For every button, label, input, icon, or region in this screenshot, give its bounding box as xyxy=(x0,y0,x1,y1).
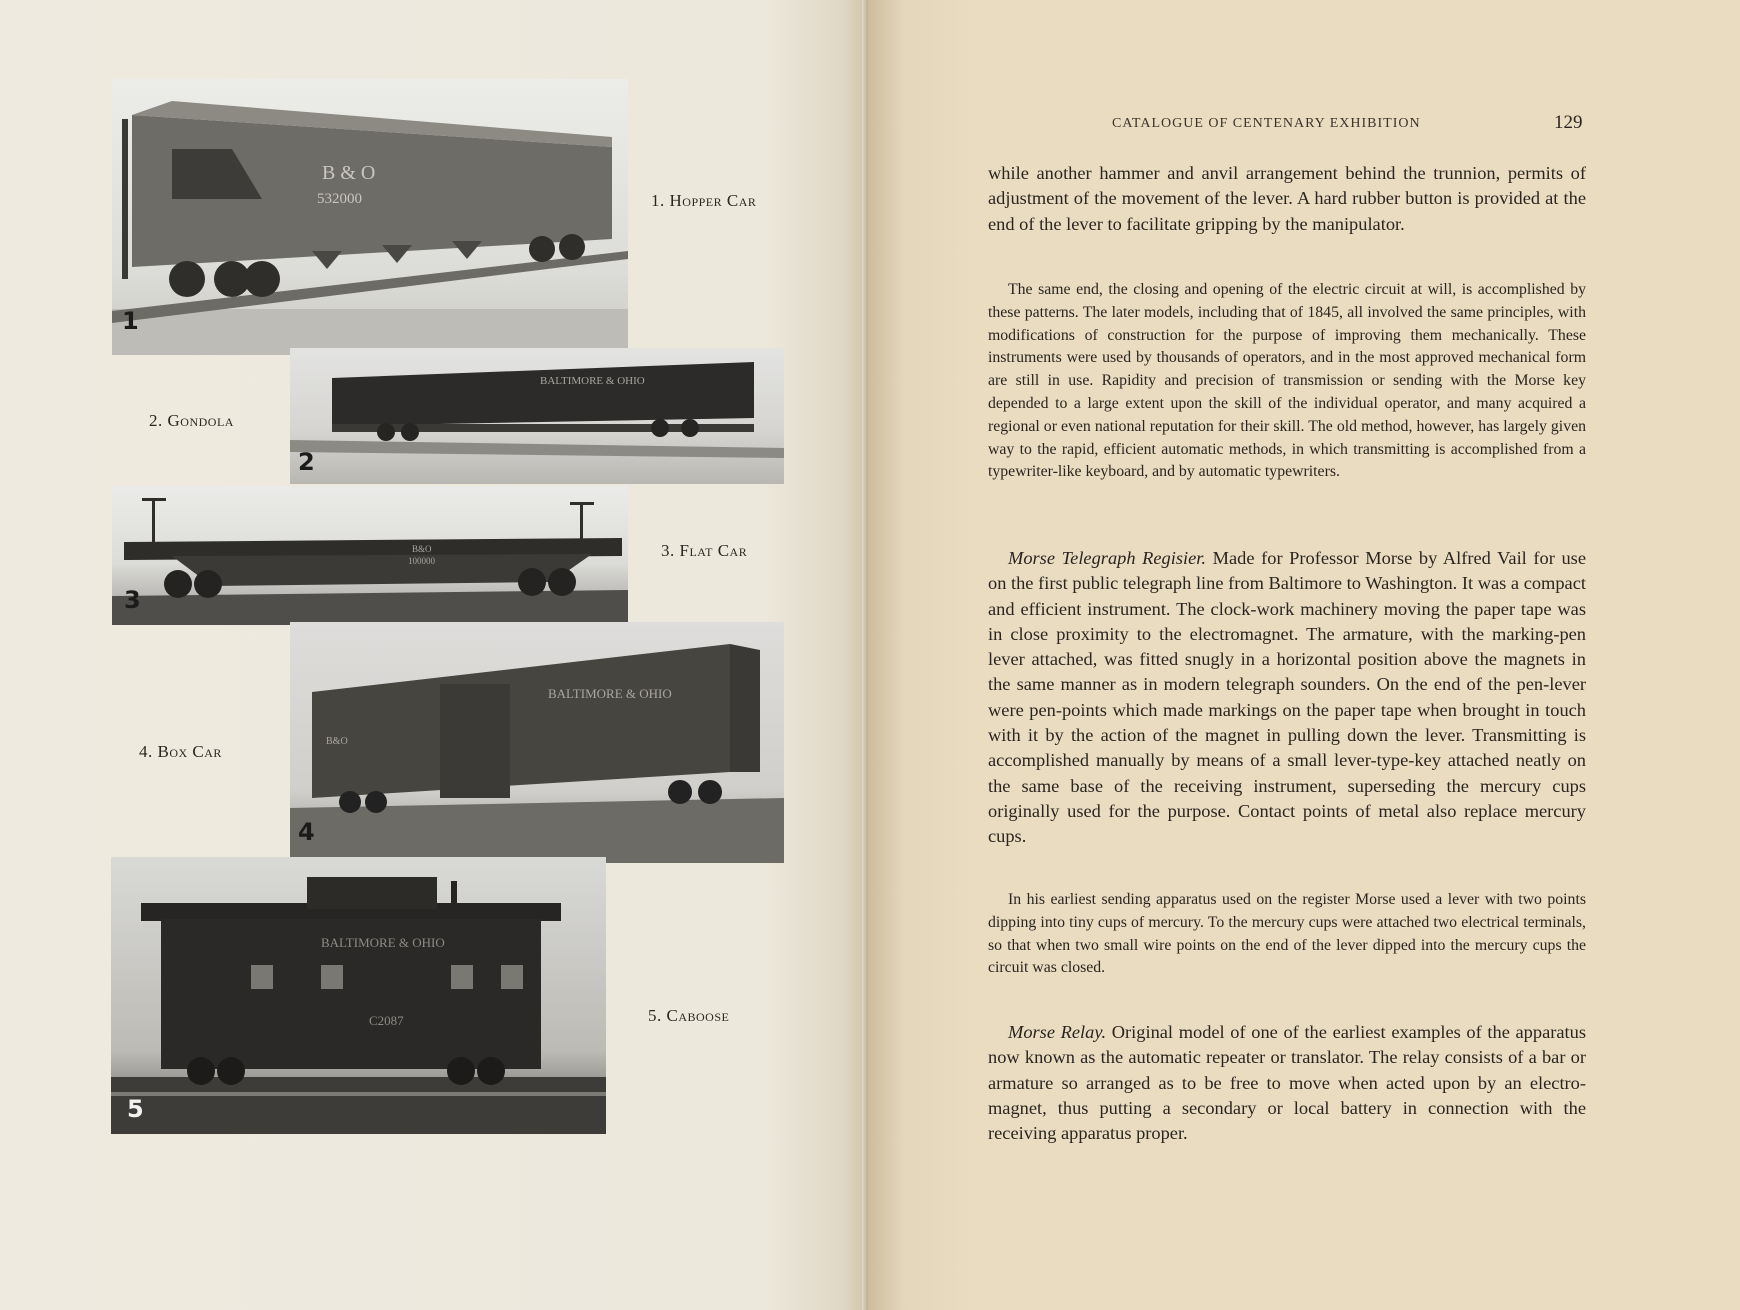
paragraph-small-1: The same end, the closing and opening of the electric circuit at will, is accomplished by these patterns. The later models, including that of 1845, all involved the same principles, with modifications of construction for the purpose of improving them mechanically. These instruments were used by thousands of operators, and in the most approved mechanical form are still in use. Rapidity and precision of transmission or sending with the Morse key depended to a large extent upon the skill of the individual operator, and many acquired a regional or even national reputation for their skill. The old method, however, has largely given way to the rapid, efficient automatic methods, in which transmitting is accomplished from a typewriter-like keyboard, and by automatic typewriters. xyxy=(988,281,1586,481)
body-morse-register: Made for Professor Morse by Alfred Vail for use on the first public telegraph line from Baltimore to Washington. It was a compact and efficient instrument. The clock-work machinery moving the paper tape was in close proximity to the electromagnet. The armature, with the marking-pen lever attached, was fitted snugly in a horizontal position above the magnets in the same manner as in modern telegraph sounders. On the end of the pen-lever were pen-points which made markings on the paper tape when brought in touch with it by the action of the magnet in pulling down the lever. Transmitting is accomplished manually by means of a small lever-type-key attached neatly on the same base of the receiving instrument, superseding the mercury cups originally used for the purpose. Contact points of metal also replace mercury cups. xyxy=(988,548,1586,847)
photo-box-car xyxy=(290,622,784,863)
figure-number: 5 xyxy=(127,1095,144,1123)
caption-flat-car: 3. Flat Car xyxy=(661,541,748,560)
box-car-marking: BALTIMORE & OHIO xyxy=(548,686,672,701)
caboose-image xyxy=(111,857,606,1134)
hopper-car-image xyxy=(112,79,628,355)
photo-flat-car xyxy=(112,486,628,625)
flat-car-number: 100000 xyxy=(408,556,435,566)
photo-caboose xyxy=(111,857,606,1134)
caboose-marking: BALTIMORE & OHIO xyxy=(321,935,445,950)
page-number: 129 xyxy=(1554,112,1583,133)
heading-morse-register: Morse Telegraph Regisier. xyxy=(1008,548,1206,568)
paragraph-morse-register xyxy=(988,546,1586,850)
paragraph-small-2: In his earliest sending apparatus used on the register Morse used a lever with two points dipping into tiny cups of mercury. To the mercury cups were attached two electrical terminals, so that when two small wire points on the end of the lever dipped into the mercury cups the circuit was closed. xyxy=(988,891,1586,977)
box-car-marking-small: B&O xyxy=(326,736,348,747)
gondola-image xyxy=(290,348,784,484)
caption-gondola: 2. Gondola xyxy=(149,411,234,430)
hopper-marking: B & O xyxy=(322,162,376,184)
flat-car-image xyxy=(112,486,628,625)
body-morse-relay: Original model of one of the earliest examples of the apparatus now known as the automatic repeater or translator. The relay consists of a bar or armature so arranged as to be free to move when acted upon by an electro-magnet, thus putting a secondary or local battery in connection with the receiving apparatus proper. xyxy=(988,1022,1586,1144)
figure-number: 2 xyxy=(298,448,315,476)
paragraph-continued: while another hammer and anvil arrangement behind the trunnion, permits of adjustment of the movement of the lever. A hard rubber button is provided at the end of the lever to facilitate gripping by the manipulator. xyxy=(988,163,1586,234)
caption-box-car: 4. Box Car xyxy=(139,742,222,761)
figure-number: 1 xyxy=(122,307,139,335)
flat-car-marking: B&O xyxy=(412,544,432,554)
caboose-number: C2087 xyxy=(369,1013,404,1028)
caption-hopper-car: 1. Hopper Car xyxy=(651,191,757,210)
photo-gondola xyxy=(290,348,784,484)
paragraph-morse-relay xyxy=(988,1020,1586,1146)
heading-morse-relay: Morse Relay. xyxy=(1008,1022,1107,1042)
box-car-image xyxy=(290,622,784,863)
hopper-number: 532000 xyxy=(317,191,362,207)
running-head: CATALOGUE OF CENTENARY EXHIBITION xyxy=(1112,116,1421,131)
caption-caboose: 5. Caboose xyxy=(648,1006,730,1025)
photo-hopper-car xyxy=(112,79,628,355)
figure-number: 3 xyxy=(124,586,141,614)
figure-number: 4 xyxy=(298,818,315,846)
gondola-marking: BALTIMORE & OHIO xyxy=(540,375,645,387)
